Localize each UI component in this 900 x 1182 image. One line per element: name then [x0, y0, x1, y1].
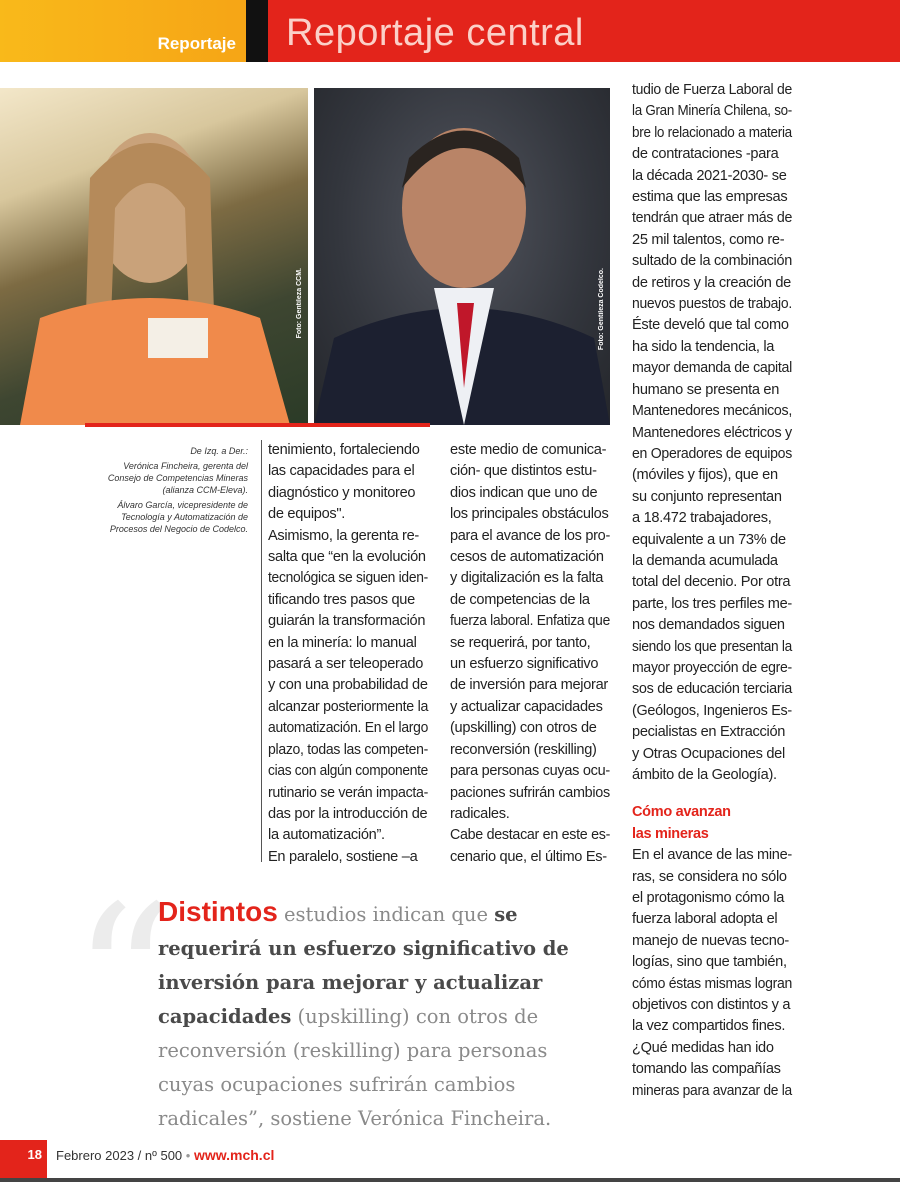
text-line: tificando tres pasos que: [268, 591, 415, 608]
text-line: ¿Qué medidas han ido: [632, 1039, 774, 1056]
text-line: manejo de nuevas tecno-: [632, 932, 789, 949]
text-line: total del decenio. Por otra: [632, 574, 791, 591]
text-line: Mantenedores eléctricos y: [632, 424, 792, 441]
article-column-3: [632, 80, 795, 1102]
text-line: equivalente a un 73% de: [632, 531, 786, 548]
quote-emphasis: se requerirá un esfuerzo significativo de inversión para mejorar y actualizar capacidades: [158, 903, 569, 1028]
quote-text: estudios indican que: [277, 903, 495, 926]
text-line: mineras para avanzar de la: [632, 1082, 792, 1099]
text-line: fuerza laboral adopta el: [632, 911, 778, 928]
text-line: tecnológica se siguen iden-: [268, 570, 428, 587]
text-line: ámbito de la Geología).: [632, 767, 777, 783]
text-line: pasará a ser teleoperado: [268, 656, 424, 673]
text-line: reconversión (reskilling): [450, 741, 597, 758]
text-line: cómo éstas mismas logran: [632, 975, 793, 992]
text-line: logías, sino que también,: [632, 954, 787, 971]
text-line: para el avance de los pro-: [450, 527, 610, 544]
text-line: tenimiento, fortaleciendo: [268, 442, 420, 458]
text-line: Cabe destacar en este es-: [450, 827, 611, 844]
subheading: Cómo avanzan: [632, 804, 731, 821]
text-line: de equipos".: [268, 506, 346, 523]
text-line: nuevos puestos de trabajo.: [632, 296, 792, 313]
text-line: y Otras Ocupaciones del: [632, 745, 785, 762]
text-line: diagnóstico y monitoreo: [268, 484, 416, 501]
article-column-2: [450, 440, 613, 868]
text-line: la automatización”.: [268, 827, 385, 844]
text-line: (upskilling) con otros de: [450, 720, 597, 737]
text-line: y con una probabilidad de: [268, 677, 428, 694]
text-line: tendrán que atraer más de: [632, 210, 793, 227]
text-line: das por la introducción de: [268, 805, 428, 822]
header-divider: [246, 0, 268, 62]
text-line: para personas cuyas ocu-: [450, 763, 610, 780]
issue-info: Febrero 2023 / nº 500: [56, 1148, 183, 1163]
column-rule: [261, 440, 262, 862]
text-line: fuerza laboral. Enfatiza que: [450, 613, 610, 630]
text-line: en Operadores de equipos: [632, 445, 792, 462]
text-line: y actualizar capacidades: [450, 698, 603, 715]
photo-credit-left: Foto: Gentileza CCM.: [296, 268, 303, 339]
text-line: ción- que distintos estu-: [450, 463, 597, 480]
text-line: En el avance de las mine-: [632, 847, 792, 864]
article-column-1: [268, 440, 431, 868]
text-line: humano se presenta en: [632, 381, 780, 398]
text-line: sos de educación terciaria: [632, 681, 792, 698]
caption-line: De Izq. a Der.:: [190, 446, 248, 456]
pull-quote: [158, 895, 608, 1136]
text-line: Éste develó que tal como: [632, 317, 789, 334]
text-line: objetivos con distintos y a: [632, 997, 791, 1014]
subheading: las mineras: [632, 825, 709, 842]
text-line: bre lo relacionado a materia: [632, 124, 792, 141]
text-line: pecialistas en Extracción: [632, 724, 786, 741]
text-line: la demanda acumulada: [632, 552, 778, 569]
text-line: radicales.: [450, 805, 510, 822]
text-line: guiarán la transformación: [268, 613, 426, 630]
header-title-block: [268, 0, 900, 62]
text-line: rutinario se verán impacta-: [268, 784, 429, 801]
footer-info: [56, 1147, 274, 1163]
text-line: cenario que, el último Es-: [450, 848, 607, 865]
text-line: cias con algún componente: [268, 763, 428, 780]
text-line: parte, los tres perfiles me-: [632, 595, 792, 612]
text-line: alcanzar posteriormente la: [268, 698, 429, 715]
text-line: se requerirá, por tanto,: [450, 634, 591, 651]
text-line: plazo, todas las competen-: [268, 741, 428, 758]
text-line: siendo los que presentan la: [632, 638, 793, 655]
photo-credit-right: Foto: Gentileza Codelco.: [598, 268, 605, 351]
text-line: salta que “en la evolución: [268, 549, 426, 566]
text-line: Asimismo, la gerenta re-: [268, 527, 419, 544]
photo-caption: [100, 445, 248, 538]
quote-lead: Distintos: [158, 896, 278, 927]
text-line: nos demandados siguen: [632, 617, 785, 634]
text-line: en la minería: lo manual: [268, 634, 417, 651]
text-line: En paralelo, sostiene –a: [268, 848, 418, 865]
text-line: dios indican que uno de: [450, 484, 598, 501]
text-line: la década 2021-2030- se: [632, 167, 787, 184]
page-number: 18: [0, 1140, 47, 1178]
text-line: a 18.472 trabajadores,: [632, 510, 772, 527]
photo-alvaro-garcia: [314, 88, 610, 425]
text-line: la Gran Minería Chilena, so-: [632, 103, 793, 120]
text-line: este medio de comunica-: [450, 442, 607, 458]
text-line: paciones sufrirán cambios: [450, 784, 610, 801]
text-line: (móviles y fijos), que en: [632, 467, 778, 484]
portrait-woman-illustration: [0, 88, 308, 425]
text-line: las capacidades para el: [268, 463, 415, 480]
text-line: los principales obstáculos: [450, 506, 609, 523]
text-line: de inversión para mejorar: [450, 677, 608, 694]
text-line: y digitalización es la falta: [450, 570, 604, 587]
red-divider: [85, 423, 430, 427]
text-line: sultado de la combinación: [632, 253, 792, 270]
text-line: su conjunto representan: [632, 488, 782, 505]
text-line: automatización. En el largo: [268, 720, 429, 737]
text-line: un esfuerzo significativo: [450, 656, 599, 673]
header-section-block: [0, 0, 246, 62]
text-line: estima que las empresas: [632, 189, 788, 206]
text-line: tudio de Fuerza Laboral de: [632, 82, 792, 98]
section-label: Reportaje: [157, 34, 236, 53]
footer-rule: [0, 1178, 900, 1182]
text-line: de retiros y la creación de: [632, 274, 792, 291]
footer-separator: •: [185, 1148, 191, 1163]
text-line: el protagonismo cómo la: [632, 890, 785, 907]
caption-line: Álvaro García, vicepresidente de Tecnología y Automatización de Procesos del Negocio de Codelco.: [109, 500, 248, 534]
text-line: ha sido la tendencia, la: [632, 338, 775, 355]
text-line: de contrataciones -para: [632, 146, 779, 163]
page-title: Reportaje central: [286, 12, 584, 54]
caption-line: Verónica Fincheira, gerenta del Consejo de Competencias Mineras (alianza CCM-Eleva).: [107, 461, 248, 495]
website-link[interactable]: www.mch.cl: [193, 1147, 275, 1163]
text-line: la vez compartidos fines.: [632, 1018, 786, 1035]
text-line: mayor proyección de egre-: [632, 659, 792, 676]
text-line: mayor demanda de capital: [632, 360, 793, 377]
text-line: de competencias de la: [450, 591, 590, 608]
text-line: (Geólogos, Ingenieros Es-: [632, 702, 792, 719]
photo-veronica-fincheira: [0, 88, 308, 425]
text-line: cesos de automatización: [450, 549, 604, 566]
text-line: Mantenedores mecánicos,: [632, 403, 792, 420]
text-line: 25 mil talentos, como re-: [632, 231, 785, 248]
portrait-man-illustration: [314, 88, 610, 425]
text-line: tomando las compañías: [632, 1061, 781, 1078]
quote-mark-icon: “: [72, 863, 175, 1096]
quote-text: (upskilling) con otros de reconversión (reskilling) para personas cuyas ocupaciones sufrirán cambios radicales”, sostiene Verónica Fincheira.: [158, 1005, 552, 1130]
text-line: ras, se considera no sólo: [632, 868, 787, 885]
